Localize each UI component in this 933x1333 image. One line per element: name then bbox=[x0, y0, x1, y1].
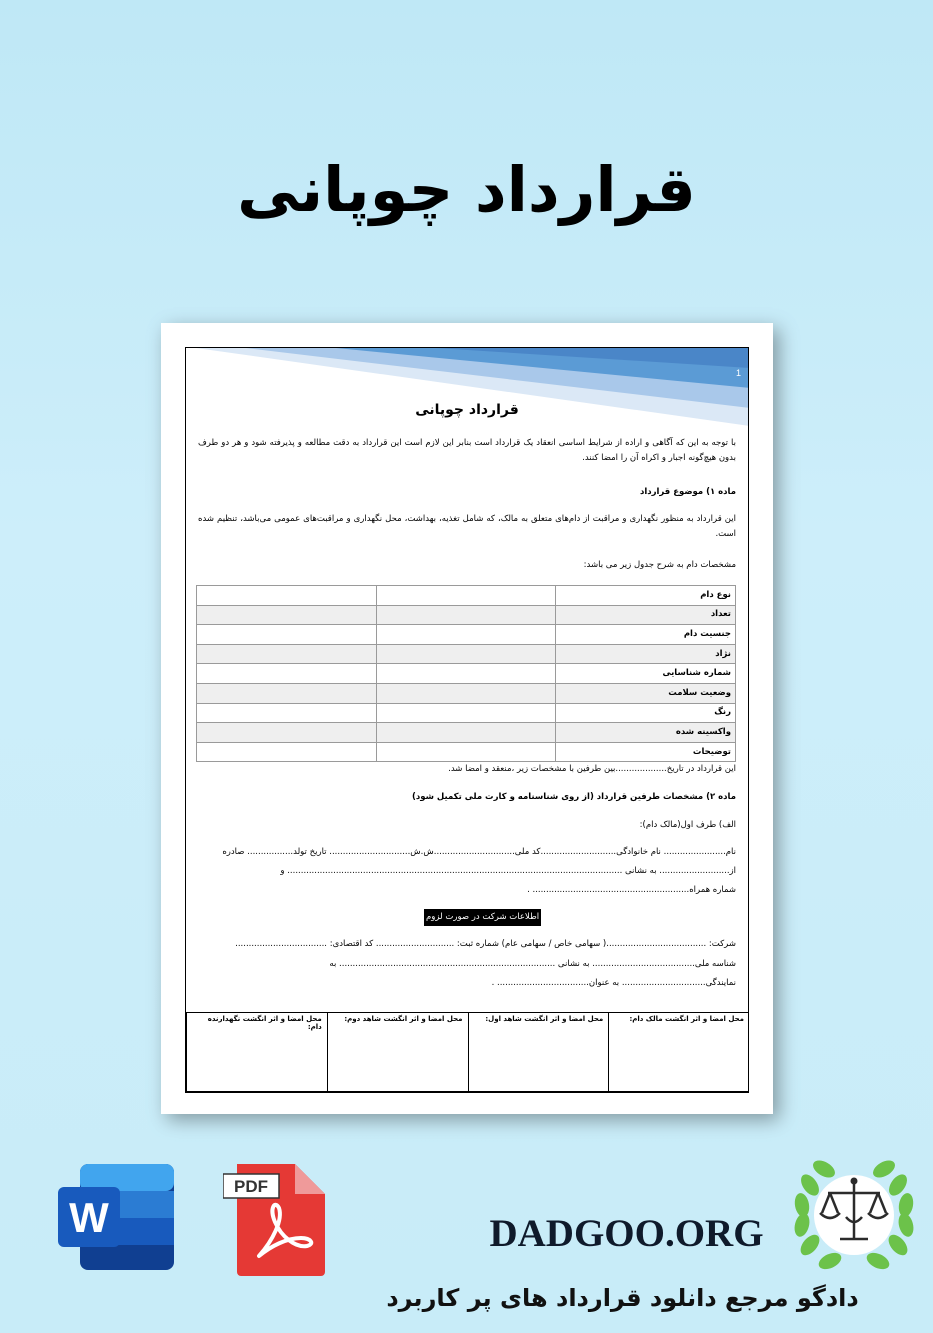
table-cell-empty[interactable] bbox=[376, 644, 556, 664]
table-cell-empty[interactable] bbox=[197, 605, 377, 625]
table-row-label: واکسینه شده bbox=[556, 723, 736, 743]
company-line: شرکت: .....................................( سهامی خاص / سهامی عام) شماره ثبت: ............................. کد اقتصادی: .................................. bbox=[235, 939, 736, 949]
page-frame bbox=[185, 347, 749, 1093]
table-row bbox=[197, 664, 736, 684]
party-a-label: الف) طرف اول(مالک دام): bbox=[639, 820, 736, 830]
table-cell-empty[interactable] bbox=[376, 742, 556, 762]
word-icon-letter: W bbox=[69, 1194, 109, 1241]
table-row bbox=[197, 605, 736, 625]
table-row-label: تعداد bbox=[556, 605, 736, 625]
table-cell-empty[interactable] bbox=[197, 664, 377, 684]
table-row bbox=[197, 723, 736, 743]
table-row-label: توضیحات bbox=[556, 742, 736, 762]
company-info-label: اطلاعات شرکت در صورت لزوم bbox=[424, 909, 541, 926]
pdf-icon-label: PDF bbox=[234, 1177, 268, 1196]
table-cell-empty[interactable] bbox=[376, 683, 556, 703]
document-title: قرارداد چوپانی bbox=[415, 402, 519, 418]
national-id-line: شناسه ملی...................................... به نشانی ................................................................................ به bbox=[329, 959, 736, 969]
word-icon[interactable] bbox=[58, 1162, 176, 1272]
name-line: نام....................... نام خانوادگی............................کد ملی..............................ش.ش.............................. تاریخ تولد................. صادره bbox=[222, 847, 736, 857]
article2-heading: ماده ۲) مشخصات طرفین قرارداد (از روی شناسنامه و کارت ملی تکمیل شود) bbox=[412, 792, 736, 802]
livestock-table bbox=[196, 585, 736, 762]
pdf-icon[interactable] bbox=[223, 1160, 327, 1278]
table-cell-empty[interactable] bbox=[197, 703, 377, 723]
signature-owner: محل امضا و اثر انگشت مالک دام: bbox=[609, 1013, 749, 1092]
table-cell-empty[interactable] bbox=[197, 723, 377, 743]
page-number: 1 bbox=[735, 368, 741, 378]
table-row bbox=[197, 644, 736, 664]
table-row-label: نوع دام bbox=[556, 586, 736, 606]
intro-paragraph: با توجه به این که آگاهی و اراده از شرایط اساسی انعقاد یک قرارداد است بنابر این لازم است این قرارداد به دقت مطالعه و پذیرفته شود و هر دو طرف بدون هیچ‌گونه اجبار و اکراه آن را امضا کنند. bbox=[198, 438, 736, 463]
table-cell-empty[interactable] bbox=[376, 625, 556, 645]
site-name[interactable]: DADGOO.ORG bbox=[489, 1212, 764, 1255]
table-row-label: وضعیت سلامت bbox=[556, 683, 736, 703]
table-row-label: نژاد bbox=[556, 644, 736, 664]
table-cell-empty[interactable] bbox=[197, 644, 377, 664]
table-row bbox=[197, 742, 736, 762]
table-cell-empty[interactable] bbox=[376, 664, 556, 684]
table-row bbox=[197, 625, 736, 645]
signature-keeper: محل امضا و اثر انگشت نگهدارنده دام: bbox=[187, 1013, 328, 1092]
table-row bbox=[197, 586, 736, 606]
document-preview bbox=[161, 323, 773, 1114]
signature-witness-1: محل امضا و اثر انگشت شاهد اول: bbox=[468, 1013, 609, 1092]
table-cell-empty[interactable] bbox=[376, 723, 556, 743]
table-row bbox=[197, 683, 736, 703]
table-row-label: شماره شناسایی bbox=[556, 664, 736, 684]
table-cell-empty[interactable] bbox=[197, 683, 377, 703]
table-intro: مشخصات دام به شرح جدول زیر می باشد: bbox=[583, 560, 736, 570]
table-cell-empty[interactable] bbox=[197, 625, 377, 645]
article1-heading: ماده ۱) موضوع قرارداد bbox=[639, 487, 736, 497]
scales-logo-icon bbox=[790, 1155, 918, 1277]
representative-line: نمایندگی............................... به عنوان.................................. . bbox=[491, 978, 736, 988]
table-cell-empty[interactable] bbox=[376, 605, 556, 625]
table-row-label: جنسیت دام bbox=[556, 625, 736, 645]
date-line: این قرارداد در تاریخ...................بین طرفین با مشخصات زیر ،منعقد و امضا شد. bbox=[448, 764, 736, 774]
table-cell-empty[interactable] bbox=[197, 742, 377, 762]
article1-text: این قرارداد به منظور نگهداری و مراقبت از دام‌های متعلق به مالک، که شامل تغذیه، بهداشت، محل نگهداری و مراقبت‌های عمومی می‌باشد، تنظیم شده است. bbox=[198, 514, 736, 539]
table-cell-empty[interactable] bbox=[197, 586, 377, 606]
signature-witness-2: محل امضا و اثر انگشت شاهد دوم: bbox=[327, 1013, 468, 1092]
signature-table bbox=[186, 1012, 749, 1092]
table-cell-empty[interactable] bbox=[376, 703, 556, 723]
address-line: از.......................... به نشانی ............................................................................................................................ و bbox=[280, 866, 736, 876]
slogan: دادگو مرجع دانلود قرارداد های پر کاربرد bbox=[386, 1284, 859, 1312]
main-title: قرارداد چوپانی bbox=[237, 153, 696, 226]
mobile-line: شماره همراه.......................................................... . bbox=[527, 885, 736, 895]
table-row bbox=[197, 703, 736, 723]
table-cell-empty[interactable] bbox=[376, 586, 556, 606]
table-row-label: رنگ bbox=[556, 703, 736, 723]
